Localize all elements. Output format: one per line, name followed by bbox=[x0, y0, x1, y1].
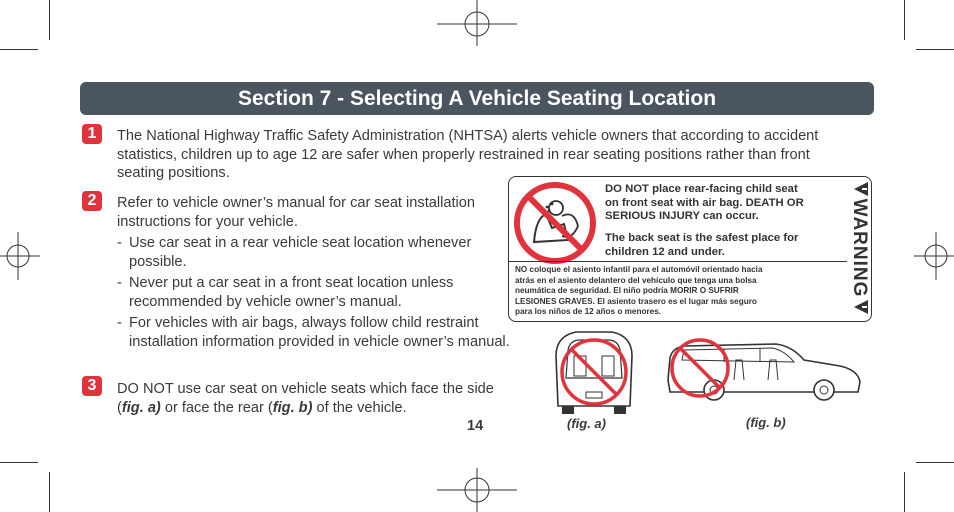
warning-line: SERIOUS INJURY can occur. bbox=[605, 210, 759, 222]
step-1-line: statistics, children up to age 12 are safer when properly restrained in rear seating positions rather than front bbox=[117, 146, 810, 163]
alert-triangle-icon bbox=[853, 181, 869, 197]
bullet-item bbox=[117, 234, 537, 271]
step-3-text bbox=[117, 380, 517, 417]
step-2-line: instructions for your vehicle. bbox=[117, 213, 298, 230]
vehicle-side-figure bbox=[664, 336, 864, 406]
step-3-line: DO NOT use car seat on vehicle seats which face the side bbox=[117, 381, 494, 397]
warning-line: The back seat is the safest place for bbox=[605, 232, 799, 244]
warning-divider bbox=[509, 261, 847, 262]
step-3-mid: or face the rear ( bbox=[160, 399, 273, 416]
fig-b-caption: (fig. b) bbox=[746, 415, 786, 430]
step-3-line bbox=[117, 399, 517, 418]
warning-es-line: para los niños de 12 años o menores. bbox=[515, 307, 662, 317]
warning-spanish bbox=[515, 265, 827, 318]
warning-es-line: atrás en el asiento delantero del vehículo que tenga una bolsa bbox=[515, 275, 757, 285]
section-title: Section 7 - Selecting A Vehicle Seating Location bbox=[237, 86, 717, 110]
bullet-line: recommended by vehicle owner’s manual. bbox=[129, 293, 402, 310]
step-1-line: The National Highway Traffic Safety Administration (NHTSA) alerts vehicle owners that according to accident bbox=[117, 128, 819, 144]
step-3-end: of the vehicle. bbox=[312, 399, 407, 416]
warning-es-line: LESIONES GRAVES. El asiento trasero es el lugar más seguro bbox=[515, 296, 757, 306]
paren-open: ( bbox=[117, 399, 122, 416]
step-badge-3: 3 bbox=[82, 376, 102, 396]
warning-line: children 12 and under. bbox=[605, 245, 725, 258]
bullet-item bbox=[117, 274, 537, 311]
fig-a-ref: fig. a) bbox=[121, 399, 161, 416]
step-1-text bbox=[117, 127, 857, 183]
vehicle-rear-figure bbox=[548, 326, 640, 414]
warning-es-line: neumática de seguridad. El niño podría MORIR O SUFRIR bbox=[515, 286, 739, 296]
bullet-item bbox=[117, 314, 537, 351]
section-header bbox=[80, 82, 874, 115]
bullet-line: possible. bbox=[129, 253, 187, 270]
warning-side-label: WARNING bbox=[849, 198, 870, 298]
bullet-line: For vehicles with air bags, always follow child restraint bbox=[129, 315, 479, 331]
warning-english-2 bbox=[605, 232, 845, 259]
fig-a-caption: (fig. a) bbox=[567, 416, 606, 431]
bullet-line: installation information provided in vehicle owner’s manual. bbox=[129, 333, 510, 350]
page-number: 14 bbox=[467, 418, 484, 434]
step-badge-1: 1 bbox=[82, 124, 102, 144]
bullet-line: Use car seat in a rear vehicle seat location whenever bbox=[129, 235, 472, 251]
warning-es-line: NO coloque el asiento infantil para el automóvil orientado hacia bbox=[515, 265, 763, 274]
fig-b-ref: fig. b) bbox=[272, 399, 313, 416]
bullet-dash: - bbox=[117, 315, 122, 331]
bullet-dash: - bbox=[117, 275, 122, 291]
warning-english bbox=[605, 183, 845, 224]
step-badge-2: 2 bbox=[82, 191, 102, 211]
step-2-text bbox=[117, 194, 507, 231]
warning-line: DO NOT place rear-facing child seat bbox=[605, 183, 798, 195]
step-2-line: Refer to vehicle owner’s manual for car seat installation bbox=[117, 195, 475, 211]
bullet-dash: - bbox=[117, 235, 122, 251]
step-1-line: seating positions. bbox=[117, 165, 230, 181]
bullet-line: Never put a car seat in a front seat location unless bbox=[129, 275, 454, 291]
alert-triangle-icon bbox=[853, 299, 869, 315]
warning-side-band bbox=[849, 177, 871, 321]
warning-label bbox=[508, 176, 872, 322]
warning-line: on front seat with air bag. DEATH OR bbox=[605, 196, 804, 209]
no-rear-facing-seat-icon bbox=[512, 180, 598, 266]
